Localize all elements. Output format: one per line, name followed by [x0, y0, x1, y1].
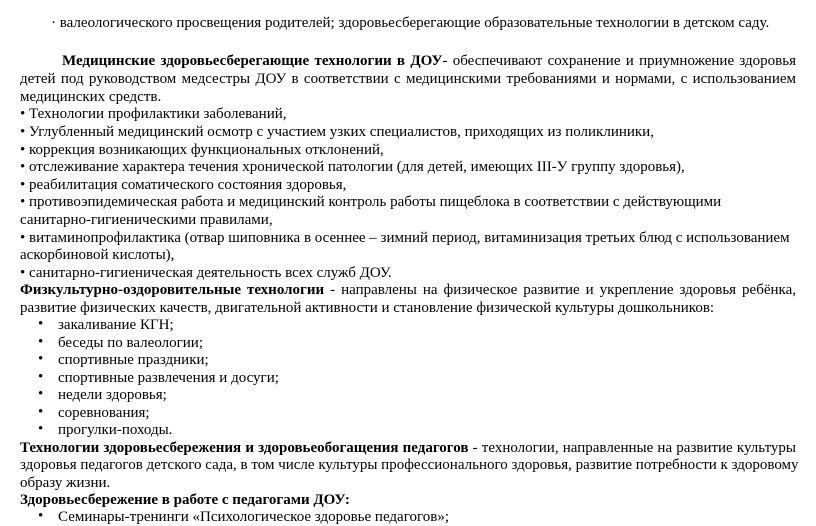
medical-item: • реабилитация соматического состояния здоровья, [20, 177, 347, 193]
physical-heading: Физкультурно-оздоровительные технологии [20, 282, 325, 298]
list-item-text: спортивные развлечения и досуги; [58, 370, 279, 386]
list-item-text: закаливание КГН; [58, 317, 174, 333]
work-heading: Здоровьесбережение в работе с педагогами ДОУ: [20, 492, 350, 508]
medical-item: аскорбиновой кислоты), [20, 247, 175, 263]
medical-item: • Технологии профилактики заболеваний, [20, 106, 287, 122]
list-item-text: прогулки-походы. [58, 422, 173, 438]
list-item-text: Семинары-тренинги «Психологическое здоровье педагогов»; [58, 509, 449, 525]
medical-item: • отслеживание характера течения хронической патологии (для детей, имеющих III-У группу здоровья), [20, 159, 685, 175]
medical-line2: детей под руководством медсестры ДОУ в соответствии с медицинскими требованиями и нормами, с использованием [20, 71, 796, 87]
list-item-text: соревнования; [58, 405, 150, 421]
teachers-rest: - технологии, направленные на развитие культуры [468, 440, 797, 456]
teachers-line2: здоровья педагогов детского сада, в том числе культуры профессионального здоровья, развитие потребности к здоровому [20, 457, 799, 473]
medical-item: • витаминопрофилактика (отвар шиповника в осеннее – зимний период, витаминизация третьих блюд с использованием [20, 230, 790, 246]
physical-intro [20, 281, 796, 299]
teachers-intro [20, 439, 796, 457]
list-item-text: беседы по валеологии; [58, 335, 203, 351]
medical-heading: Медицинские здоровьесберегающие технологии в ДОУ [62, 53, 443, 69]
medical-intro [62, 52, 796, 70]
top-line: · валеологического просвещения родителей; здоровьесберегающие образовательные технологии в детском саду. [51, 15, 770, 31]
physical-rest: - направлены на физическое развитие и укрепление здоровья ребёнка, [324, 282, 796, 298]
physical-line2: развитие физических качеств, двигательной активности и становление физической культуры дошкольников: [20, 300, 715, 316]
list-item-text: спортивные праздники; [58, 352, 209, 368]
teachers-line3: образу жизни. [20, 475, 111, 491]
medical-item: • санитарно-гигиеническая деятельность всех служб ДОУ. [20, 265, 392, 281]
medical-item: • противоэпидемическая работа и медицинский контроль работы пищеблока в соответствии с действующими [20, 194, 722, 210]
list-item-text: недели здоровья; [58, 387, 167, 403]
medical-item: • коррекция возникающих функциональных отклонений, [20, 142, 384, 158]
medical-item: • Углубленный медицинский осмотр с участием узких специалистов, приходящих из поликлиники, [20, 124, 654, 140]
teachers-heading: Технологии здоровьесбережения и здоровьеобогащения педагогов [20, 440, 469, 456]
medical-item: санитарно-гигиеническими правилами, [20, 212, 273, 228]
medical-line3: медицинских средств. [20, 89, 162, 105]
medical-intro-rest: - обеспечивают сохранение и приумножение здоровья [442, 53, 796, 69]
